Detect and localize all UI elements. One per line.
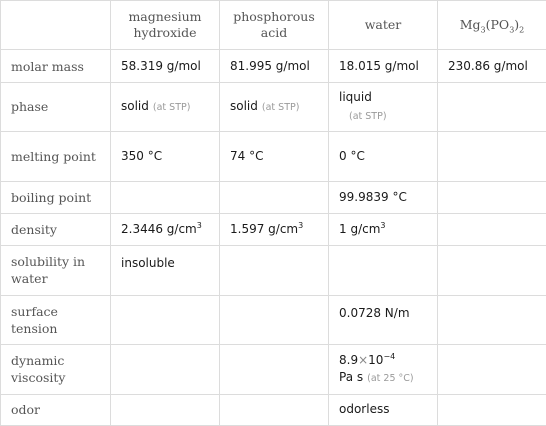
empty-cell	[438, 295, 546, 344]
formula-group-close: )	[514, 17, 520, 33]
density-value: 1.597 g/cm	[230, 222, 299, 237]
row-label-solubility: solubility in water	[1, 246, 111, 295]
row-label-molar-mass: molar mass	[1, 50, 111, 82]
solubility-value: insoluble	[111, 246, 220, 295]
density-exponent: 3	[298, 221, 304, 231]
column-header-magnesium-phosphite	[438, 1, 546, 50]
phase-value: liquid	[339, 89, 372, 104]
table-row	[1, 394, 546, 425]
melting-point-value: 0 °C	[329, 132, 438, 181]
row-label-surface-tension: surface tension	[1, 295, 111, 344]
empty-cell	[438, 213, 546, 245]
viscosity-unit: Pa s	[339, 369, 364, 384]
viscosity-value	[339, 352, 431, 369]
formula-group: (PO	[485, 17, 510, 33]
empty-cell	[220, 345, 329, 394]
melting-point-value: 350 °C	[111, 132, 220, 181]
empty-cell	[438, 82, 546, 131]
phase-condition: (at STP)	[152, 101, 191, 113]
empty-cell	[111, 181, 220, 213]
row-label-melting-point: melting point	[1, 132, 111, 181]
column-header-water: water	[329, 1, 438, 50]
molar-mass-value: 81.995 g/mol	[220, 50, 329, 82]
header-row	[1, 1, 546, 50]
boiling-point-value: 99.9839 °C	[329, 181, 438, 213]
table-row	[1, 181, 546, 213]
density-exponent: 3	[380, 221, 386, 231]
times-sign: ×	[358, 352, 369, 367]
viscosity-cell	[329, 345, 438, 394]
phase-value: solid	[230, 98, 258, 113]
corner-cell	[1, 1, 111, 50]
viscosity-mantissa: 8.9	[339, 352, 359, 367]
empty-cell	[329, 246, 438, 295]
viscosity-exponent: −4	[383, 351, 396, 361]
row-label-dynamic-viscosity: dynamic viscosity	[1, 345, 111, 394]
phase-cell	[220, 82, 329, 131]
surface-tension-value: 0.0728 N/m	[329, 295, 438, 344]
odor-value: odorless	[329, 394, 438, 425]
empty-cell	[438, 246, 546, 295]
empty-cell	[438, 345, 546, 394]
viscosity-unit-line	[339, 369, 431, 387]
phase-condition: (at STP)	[261, 101, 300, 113]
table-row	[1, 50, 546, 82]
empty-cell	[220, 181, 329, 213]
density-cell	[329, 213, 438, 245]
row-label-density: density	[1, 213, 111, 245]
row-label-boiling-point: boiling point	[1, 181, 111, 213]
empty-cell	[438, 181, 546, 213]
empty-cell	[220, 295, 329, 344]
phase-value: solid	[121, 98, 149, 113]
formula-subscript: 3	[480, 25, 486, 35]
table-row	[1, 246, 546, 295]
molar-mass-value: 18.015 g/mol	[329, 50, 438, 82]
density-exponent: 3	[196, 221, 202, 231]
table-row	[1, 295, 546, 344]
phase-cell	[111, 82, 220, 131]
viscosity-condition: (at 25 °C)	[367, 372, 414, 384]
row-label-odor: odor	[1, 394, 111, 425]
phase-condition: (at STP)	[349, 110, 387, 122]
formula-base: Mg	[459, 17, 481, 33]
density-cell	[220, 213, 329, 245]
table-row	[1, 82, 546, 131]
melting-point-value: 74 °C	[220, 132, 329, 181]
molar-mass-value: 58.319 g/mol	[111, 50, 220, 82]
molar-mass-value: 230.86 g/mol	[438, 50, 546, 82]
empty-cell	[438, 394, 546, 425]
table-row	[1, 132, 546, 181]
density-cell	[111, 213, 220, 245]
column-header-magnesium-hydroxide: magnesium hydroxide	[111, 1, 220, 50]
empty-cell	[111, 295, 220, 344]
density-value: 1 g/cm	[339, 222, 381, 237]
empty-cell	[220, 246, 329, 295]
formula-subscript: 2	[519, 25, 525, 35]
density-value: 2.3446 g/cm	[121, 222, 197, 237]
table-row	[1, 213, 546, 245]
empty-cell	[111, 345, 220, 394]
phase-cell	[329, 82, 438, 131]
formula-subscript: 3	[509, 25, 515, 35]
row-label-phase: phase	[1, 82, 111, 131]
empty-cell	[220, 394, 329, 425]
table-row	[1, 345, 546, 394]
empty-cell	[438, 132, 546, 181]
column-header-phosphorous-acid: phosphorous acid	[220, 1, 329, 50]
empty-cell	[111, 394, 220, 425]
viscosity-base: 10	[368, 352, 384, 367]
